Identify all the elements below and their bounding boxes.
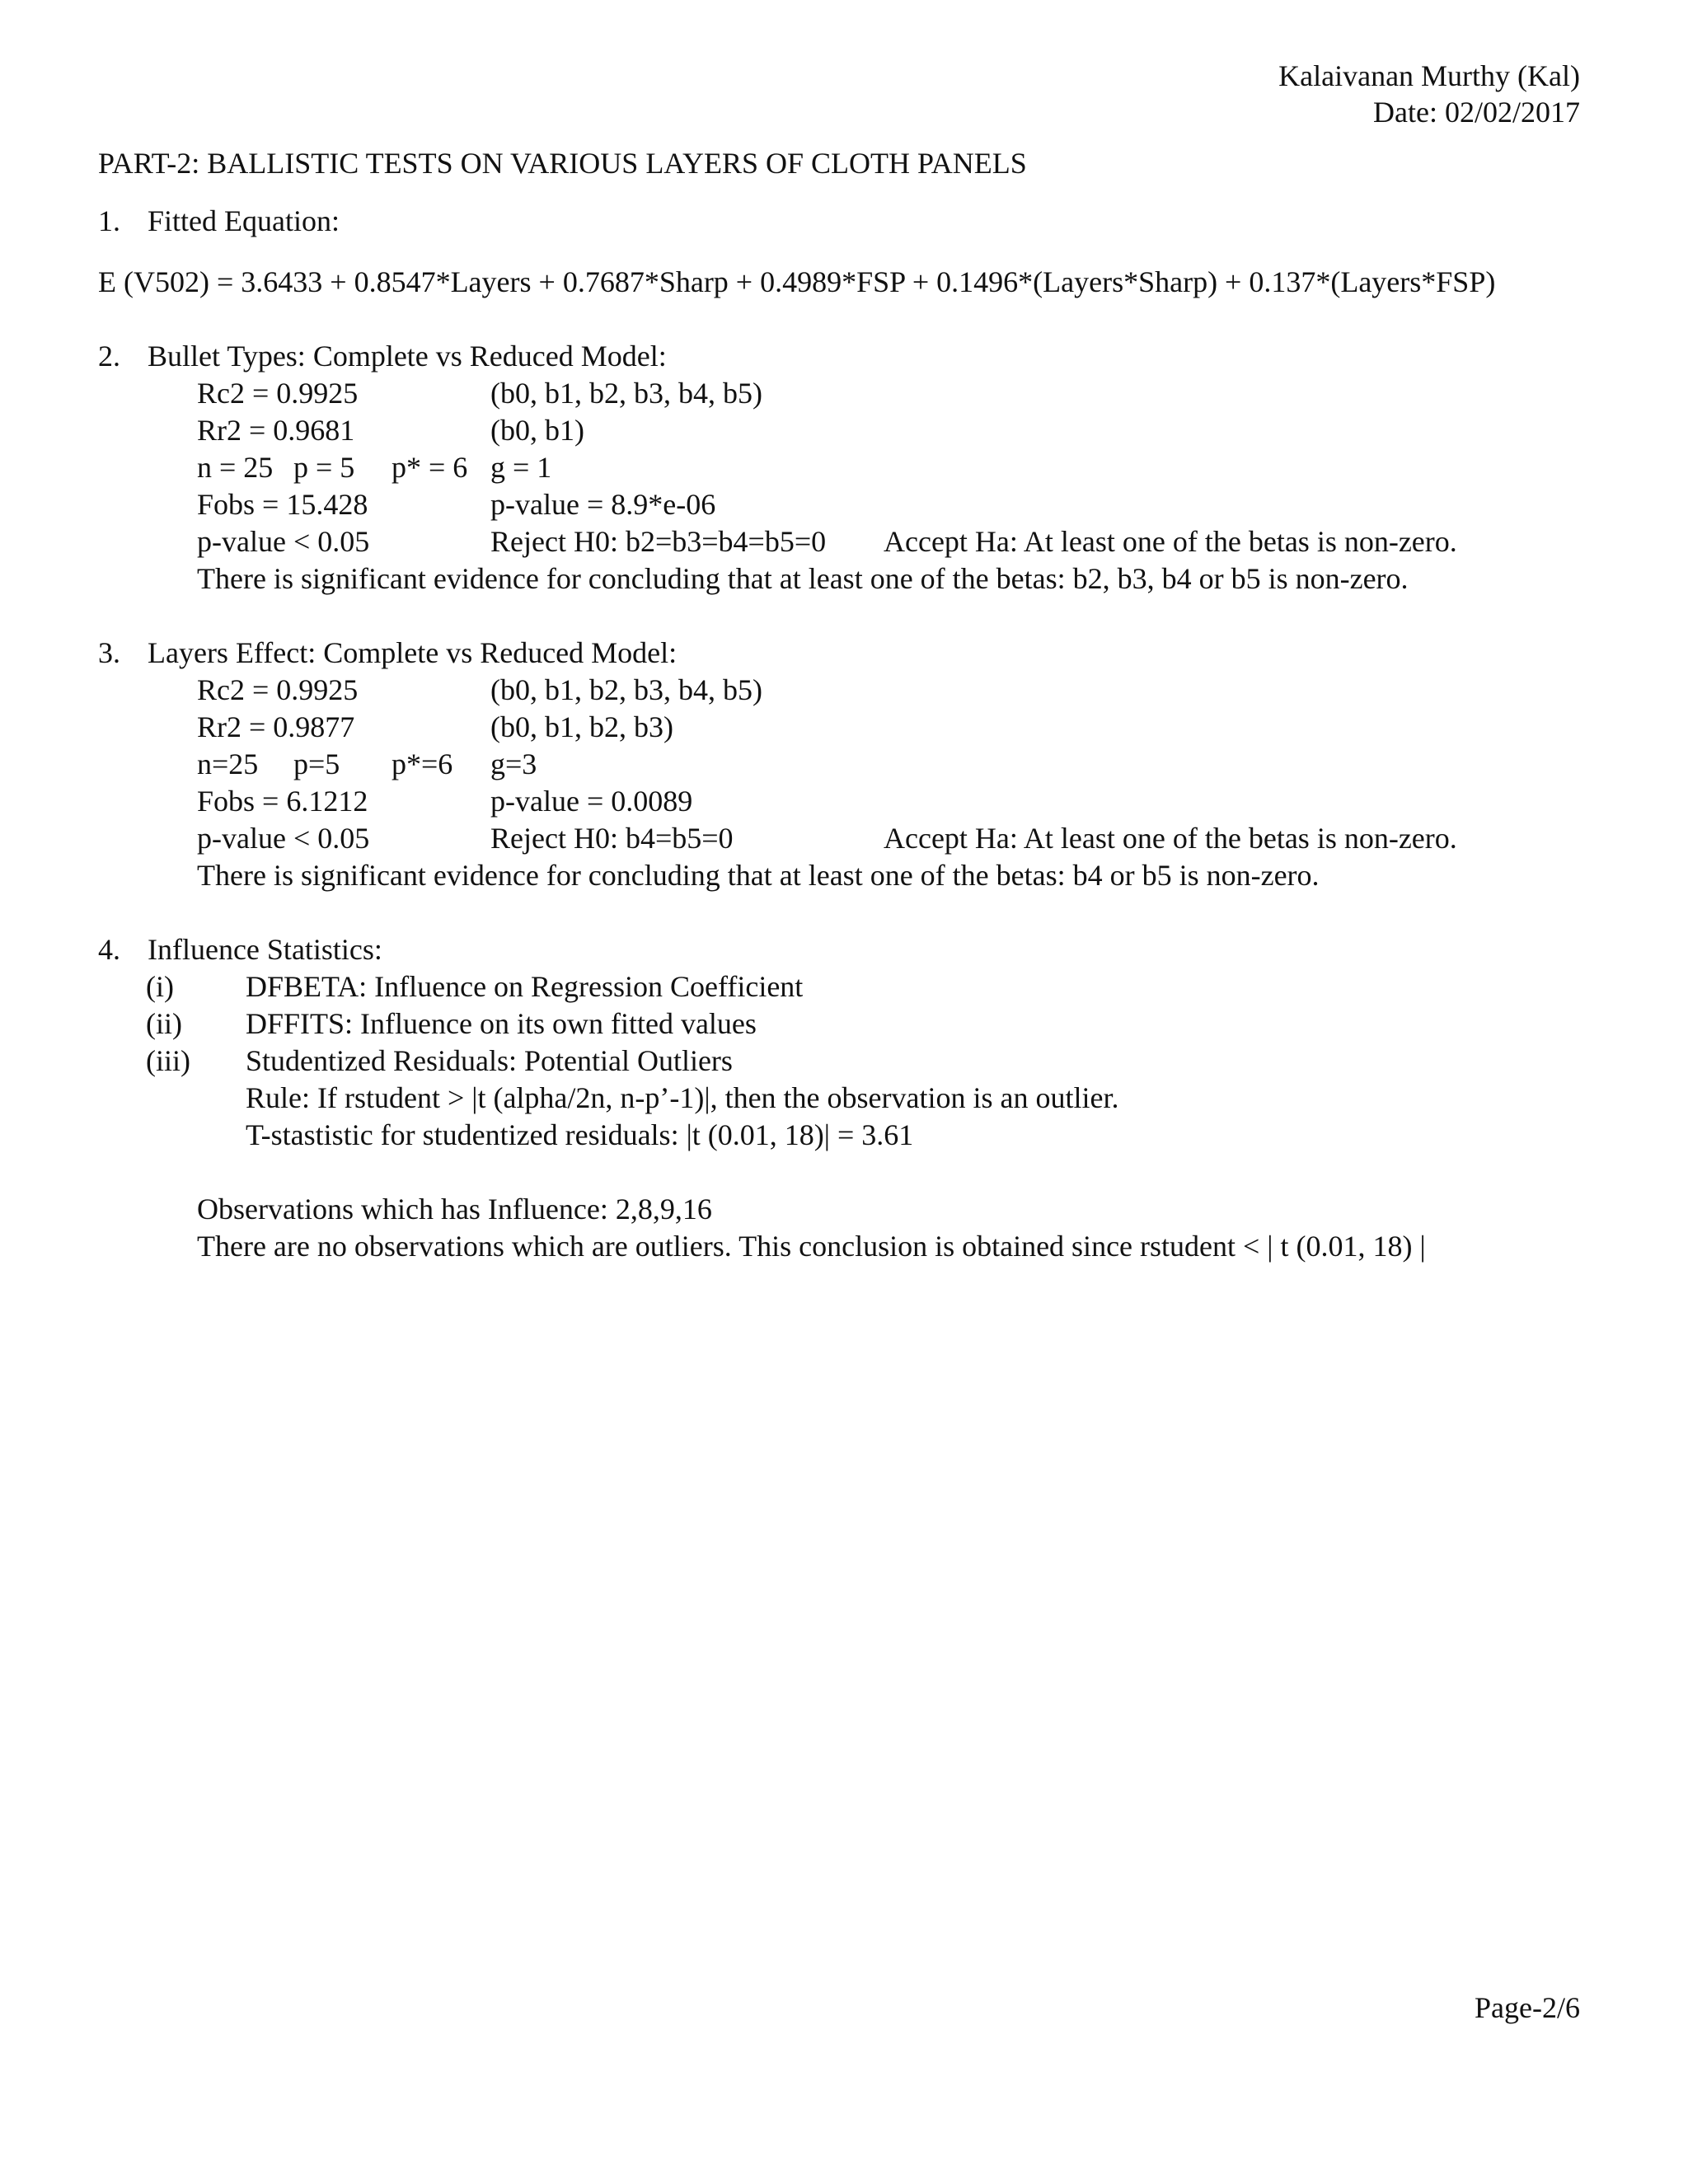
rc2-params: (b0, b1, b2, b3, b4, b5) [490,673,762,706]
g-value: g=3 [490,748,537,780]
influential-observations: Observations which has Influence: 2,8,9,16 [197,1193,712,1226]
section-2-conclusion: There is significant evidence for concluding that at least one of the betas: b2, b3, b4 or b5 is non-zero. [197,562,1409,595]
rr2-value: Rr2 = 0.9681 [197,414,355,447]
page-number: Page-2/6 [1475,1991,1580,2024]
fobs-value: Fobs = 6.1212 [197,785,368,818]
list-item-text: Studentized Residuals: Potential Outliers [246,1044,733,1077]
p-value-param: p=5 [293,748,340,780]
t-statistic: T-stastistic for studentized residuals: |t (0.01, 18)| = 3.61 [246,1118,914,1151]
list-item-text: DFFITS: Influence on its own fitted values [246,1007,757,1040]
list-item-text: DFBETA: Influence on Regression Coefficient [246,970,804,1003]
section-1-number: 1. [98,204,120,237]
outlier-conclusion: There are no observations which are outliers. This conclusion is obtained since rstudent < | t (0.01, 18) | [197,1230,1426,1263]
section-2-heading: Bullet Types: Complete vs Reduced Model: [148,340,667,373]
reject-h0: Reject H0: b2=b3=b4=b5=0 [490,525,827,558]
document-date: Date: 02/02/2017 [1373,96,1580,129]
section-3-conclusion: There is significant evidence for concluding that at least one of the betas: b4 or b5 is non-zero. [197,859,1320,892]
p-value-criterion: p-value < 0.05 [197,525,370,558]
section-1-heading: Fitted Equation: [148,204,340,237]
n-value: n = 25 [197,451,274,484]
rc2-value: Rc2 = 0.9925 [197,673,359,706]
rr2-params: (b0, b1) [490,414,584,447]
rc2-params: (b0, b1, b2, b3, b4, b5) [490,377,762,410]
author-name: Kalaivanan Murthy (Kal) [1278,59,1580,92]
rr2-params: (b0, b1, b2, b3) [490,710,673,743]
section-3-number: 3. [98,636,120,669]
list-item-marker: (i) [146,970,174,1003]
p-value-param: p = 5 [293,451,355,484]
fitted-equation: E (V502) = 3.6433 + 0.8547*Layers + 0.7687*Sharp + 0.4989*FSP + 0.1496*(Layers*Sharp) + 0.137*(Layers*FSP) [98,265,1496,298]
accept-ha: Accept Ha: At least one of the betas is non-zero. [884,822,1457,855]
p-star-value: p*=6 [392,748,453,780]
p-value-result: p-value = 0.0089 [490,785,693,818]
section-2-number: 2. [98,340,120,373]
p-star-value: p* = 6 [392,451,468,484]
section-3-heading: Layers Effect: Complete vs Reduced Model: [148,636,678,669]
n-value: n=25 [197,748,259,780]
section-4-heading: Influence Statistics: [148,933,382,966]
page-title: PART-2: BALLISTIC TESTS ON VARIOUS LAYERS OF CLOTH PANELS [98,147,1027,180]
accept-ha: Accept Ha: At least one of the betas is non-zero. [884,525,1457,558]
outlier-rule: Rule: If rstudent > |t (alpha/2n, n-p’-1)|, then the observation is an outlier. [246,1081,1119,1114]
fobs-value: Fobs = 15.428 [197,488,368,521]
list-item-marker: (ii) [146,1007,182,1040]
rc2-value: Rc2 = 0.9925 [197,377,359,410]
g-value: g = 1 [490,451,552,484]
rr2-value: Rr2 = 0.9877 [197,710,355,743]
section-4-number: 4. [98,933,120,966]
reject-h0: Reject H0: b4=b5=0 [490,822,734,855]
p-value-result: p-value = 8.9*e-06 [490,488,716,521]
list-item-marker: (iii) [146,1044,190,1077]
p-value-criterion: p-value < 0.05 [197,822,370,855]
